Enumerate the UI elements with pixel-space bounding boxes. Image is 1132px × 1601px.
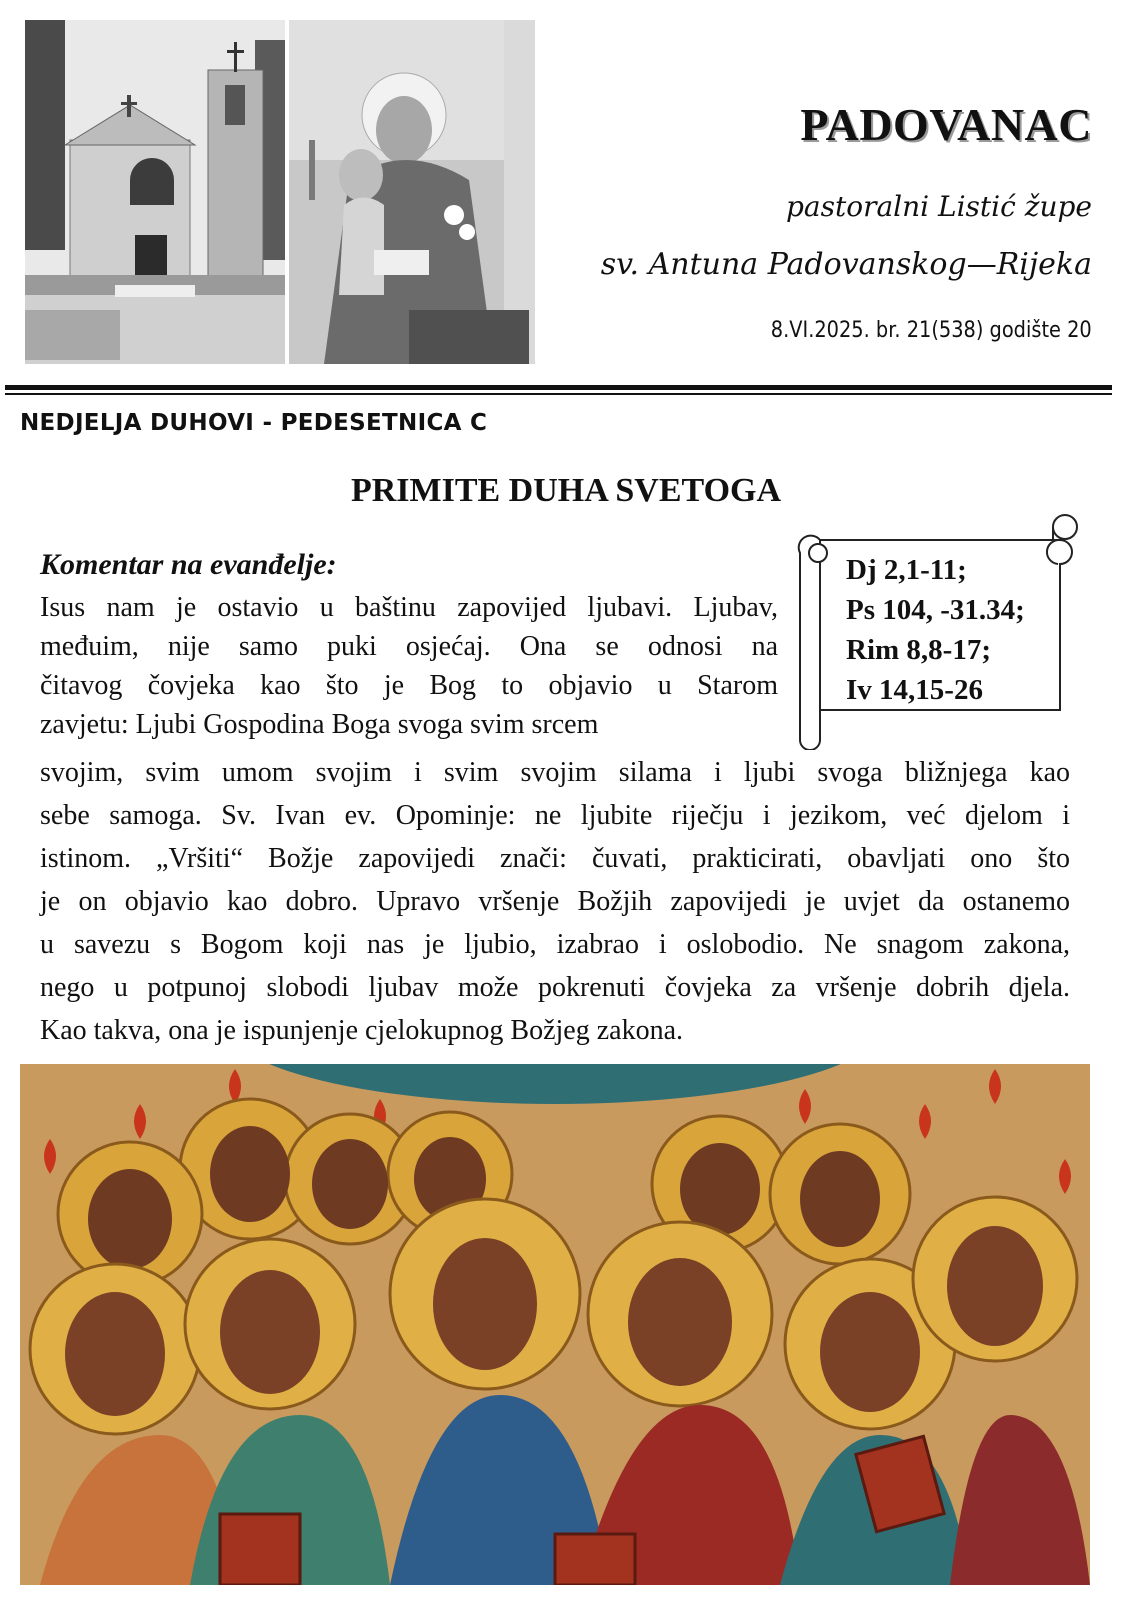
text-line: Isus nam je ostavio u baštinu zapovijed ljubavi. Ljubav,: [40, 592, 778, 623]
reading-item: Ps 104, -31.34;: [846, 594, 1025, 626]
text-line: u savezu s Bogom koji nas je ljubio, izabrao i oslobodio. Ne snagom zakona,: [40, 929, 1070, 960]
text-line: svojim, svim umom svojim i svim svojim silama i ljubi svoga bližnjega kao: [40, 757, 1070, 788]
header-divider: [5, 385, 1112, 390]
body-paragraph: [40, 751, 1070, 1052]
newsletter-subtitle: pastoralni Listić župe: [785, 190, 1092, 223]
parish-name: sv. Antuna Padovanskog—Rijeka: [600, 247, 1092, 282]
text-line: nego u potpunoj slobodi ljubav može pokrenuti čovjeka za vršenje dobrih djela.: [40, 972, 1070, 1003]
readings-list: [846, 550, 1025, 710]
text-line: zavjetu: Ljubi Gospodina Boga svoga svim srcem: [40, 709, 599, 740]
reading-item: Dj 2,1-11;: [846, 554, 967, 586]
issue-info: 8.VI.2025. br. 21(538) godište 20: [771, 318, 1092, 343]
saint-anthony-photo: [289, 20, 535, 364]
text-line: Kao takva, ona je ispunjenje cjelokupnog Božjeg zakona.: [40, 1015, 684, 1046]
intro-paragraph: [40, 588, 778, 744]
church-photo: [25, 20, 285, 364]
text-line: istinom. „Vršiti“ Božje zapovijedi znači: čuvati, prakticirati, obavljati ono što: [40, 843, 1070, 874]
text-line: sebe samoga. Sv. Ivan ev. Opominje: ne ljubite riječju i jezikom, već djelom i: [40, 800, 1070, 831]
reading-item: Rim 8,8-17;: [846, 634, 991, 666]
header-divider-thin: [5, 393, 1112, 395]
reading-item: Iv 14,15-26: [846, 674, 983, 706]
pentecost-icon-painting: [20, 1064, 1090, 1585]
section-heading: NEDJELJA DUHOVI - PEDESETNICA C: [20, 410, 488, 436]
text-line: je on objavio kao dobro. Upravo vršenje Božjih zapovijedi je uvjet da ostanemo: [40, 886, 1070, 917]
text-line: čitavog čovjeka kao što je Bog to objavio u Starom: [40, 670, 778, 701]
newsletter-title: PADOVANAC: [800, 99, 1092, 150]
article-title: PRIMITE DUHA SVETOGA: [350, 472, 782, 509]
commentary-label: Komentar na evanđelje:: [40, 548, 337, 581]
text-line: međuim, nije samo puki osjećaj. Ona se odnosi na: [40, 631, 778, 662]
